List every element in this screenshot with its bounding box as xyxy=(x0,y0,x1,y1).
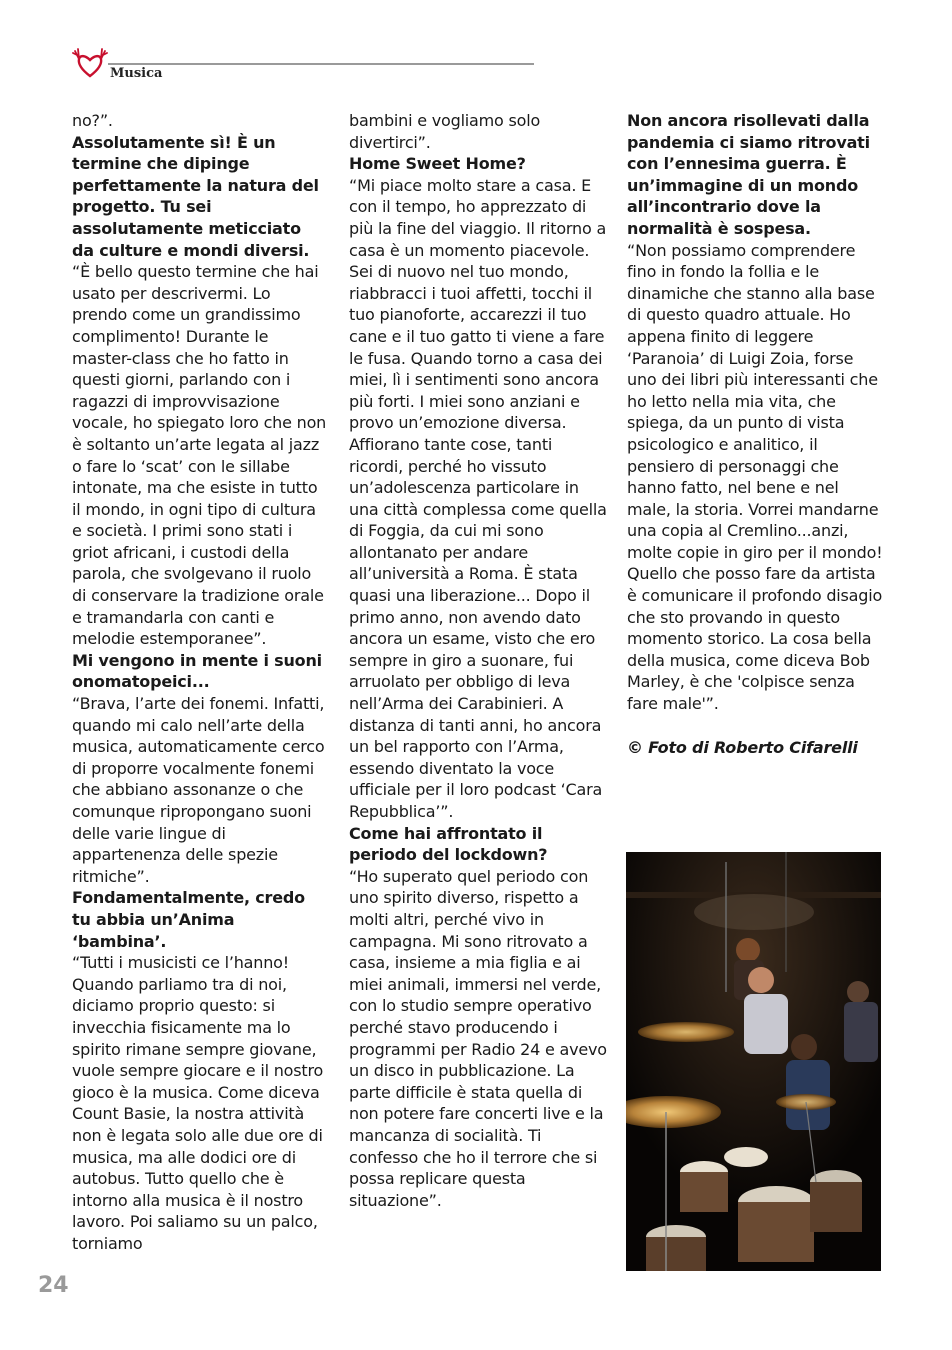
interview-question: Come hai affrontato il periodo del lockdown? xyxy=(349,823,548,865)
interview-answer: “Brava, l’arte dei fonemi. Infatti, quando mi calo nell’arte della musica, automaticamente cerco di proporre vocalmente fonemi che abbiano assonanze o che comunque ripropongano suoni delle varie lingue di appartenenza delle spezie ritmiche”. xyxy=(72,694,325,886)
interview-answer: “Non possiamo comprendere fino in fondo la follia e le dinamiche che stanno alla base di questo quadro attuale. Ho appena finito di leggere ‘Paranoia’ di Luigi Zoia, forse uno dei libri più interessanti che ho letto nella mia vita, che spiega, da un punto di vista psicologico e analitico, il pensiero di personaggi che hanno fatto, nel bene e nel male, la storia. Vorrei mandarne una copia al Cremlino...anzi, molte copie in giro per il mondo! Quello che posso fare da artista è comunicare il profondo disagio che sto provando in questo momento storico. La cosa bella della musica, come diceva Bob Marley, è che 'colpisce senza fare male'”. xyxy=(627,240,883,714)
page-number: 24 xyxy=(38,1273,69,1298)
section-label: Musica xyxy=(110,66,163,81)
concert-photo xyxy=(626,852,881,1271)
antler-heart-logo xyxy=(72,46,108,80)
interview-answer: bambini e vogliamo solo divertirci”. xyxy=(349,111,541,152)
interview-answer: “Ho superato quel periodo con uno spirito diverso, rispetto a molti altri, perché vivo in campagna. Mi sono ritrovato a casa, insieme a mia figlia e ai miei animali, immersi nel verde, con lo studio sempre operativo perché stavo producendo i programmi per Radio 24 e avevo un disco in pubblicazione. La parte difficile è stata quella di non potere fare concerti live e la mancanza di socialità. Ti confesso che ho il terrore che si possa replicare questa situazione”. xyxy=(349,866,607,1210)
header-rule xyxy=(108,63,534,65)
interview-answer: “Tutti i musicisti ce l’hanno! Quando parliamo tra di noi, diciamo proprio questo: si invecchia fisicamente ma lo spirito rimane sempre giovane, vuole sempre giocare e il nostro gioco è la musica. Come diceva Count Basie, la nostra attività non è legata solo alle due ore di musica, ma alle dodici ore di autobus. Tutto quello che è intorno alla musica è il nostro lavoro. Poi saliamo su un palco, torniamo xyxy=(72,953,324,1253)
interview-question: Home Sweet Home? xyxy=(349,154,526,174)
interview-question: Non ancora risollevati dalla pandemia ci siamo ritrovati con l’ennesima guerra. È un’immagine di un mondo all’incontrario dove la normalità è sospesa. xyxy=(627,111,870,238)
concert-photo-illustration xyxy=(626,852,881,1271)
photo-credit: © Foto di Roberto Cifarelli xyxy=(627,737,858,757)
article-column-2 xyxy=(349,110,607,1211)
interview-answer: “Mi piace molto stare a casa. E con il tempo, ho apprezzato di più la fine del viaggio. Il ritorno a casa è un momento piacevole. Sei di nuovo nel tuo mondo, riabbracci i tuoi affetti, tocchi il tuo pianoforte, accarezzi il tuo cane e il tuo gatto ti viene a fare le fusa. Quando torno a casa dei miei, lì i sentimenti sono ancora più forti. I miei sono anziani e provo un’emozione diversa. Affiorano tante cose, tanti ricordi, perché ho vissuto un’adolescenza particolare in una città complessa come quella di Foggia, da cui mi sono allontanato per andare all’università a Roma. È stata quasi una liberazione... Dopo il primo anno, non avendo dato ancora un esame, visto che ero sempre in giro a suonare, fui arruolato per obbligo di leva nell’Arma dei Carabinieri. A distanza di tanti anni, ho ancora un bel rapporto con l’Arma, essendo diventato la voce ufficiale per il loro podcast ‘Cara Repubblica’”. xyxy=(349,175,607,821)
article-column-1 xyxy=(72,110,328,1254)
interview-question: Mi vengono in mente i suoni onomatopeici... xyxy=(72,650,322,692)
interview-question: Assolutamente sì! È un termine che dipinge perfettamente la natura del progetto. Tu sei assolutamente meticciato da culture e mondi diversi. xyxy=(72,132,319,260)
interview-answer: no?”. xyxy=(72,111,113,130)
page-header xyxy=(72,44,534,84)
article-column-3 xyxy=(627,110,885,758)
interview-question: Fondamentalmente, credo tu abbia un’Anima ‘bambina’. xyxy=(72,888,305,951)
interview-answer: “È bello questo termine che hai usato per descrivermi. Lo prendo come un grandissimo complimento! Durante le master-class che ho fatto in questi giorni, parlando con i ragazzi di improvvisazione vocale, ho spiegato loro che non è soltanto un’arte legata al jazz o fare lo ‘scat’ con le sillabe intonate, ma che esiste in tutto il mondo, in ogni tipo di cultura e società. I primi sono stati i griot africani, i custodi della parola, che svolgevano il ruolo di conservare la tradizione orale e tramandarla con canti e melodie estemporanee”. xyxy=(72,262,327,649)
